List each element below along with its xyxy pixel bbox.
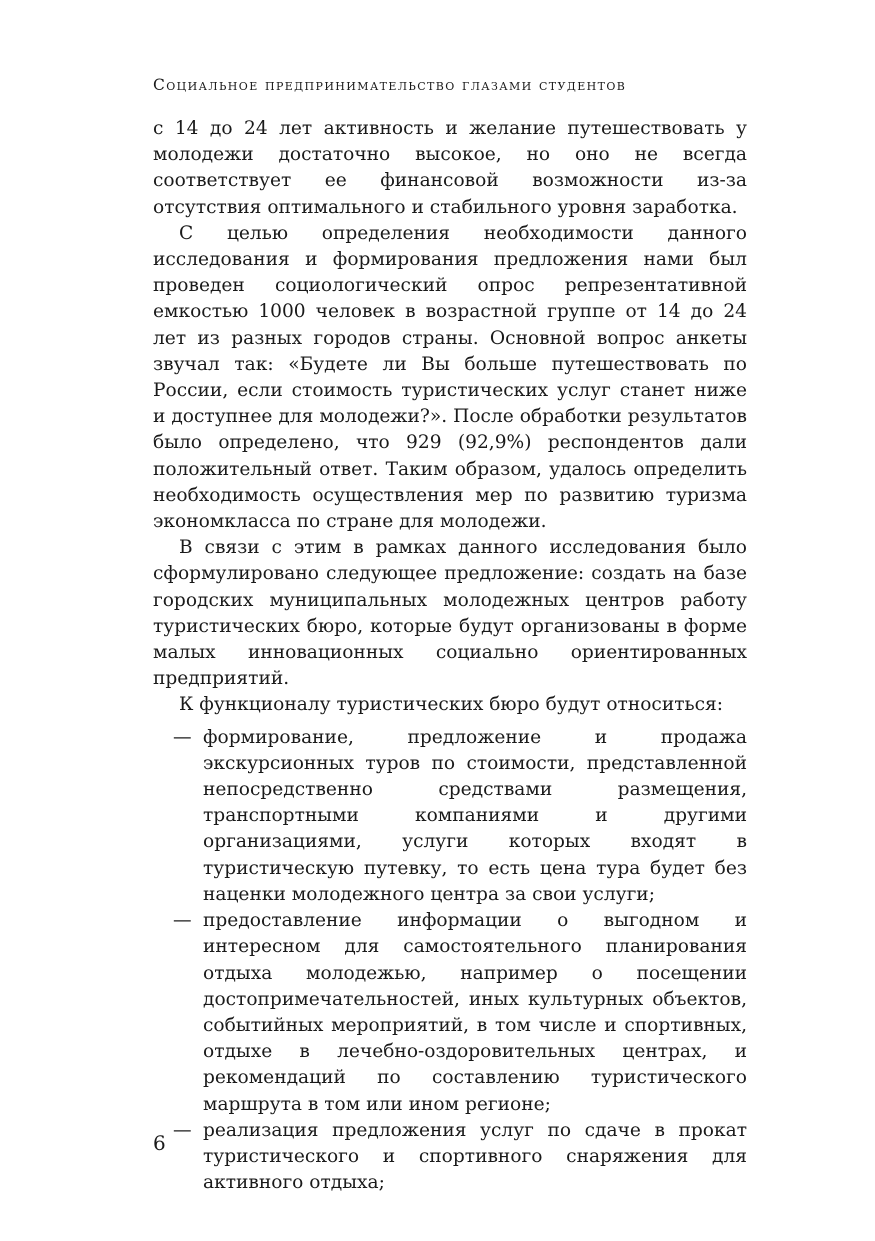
list-item-text: предоставление информации о выгодном и интересном для самостоятельного планирования отдыха молодежью, например о посещении достопримечательностей, иных культурных объектов, событийных мероприятий, в том числе и спортивных, отдыхе в лечебно-оздоровительных центрах, и рекомендаций по составлению туристического маршрута в том или ином регионе; [203, 910, 747, 1115]
paragraph-continuation: с 14 до 24 лет активность и желание путешествовать у молодежи достаточно высокое, но оно не всегда соответствует ее финансовой возможности из-за отсутствия оптимального и стабильного уровня заработка. [153, 118, 747, 218]
functions-list [153, 725, 747, 1197]
list-item [153, 908, 747, 1118]
dash-marker: — [173, 910, 192, 932]
paragraph-proposal: В связи с этим в рамках данного исследования было сформулировано следующее предложение: создать на базе городских муниципальных молодежных центров работу туристических бюро, которые будут организованы в форме малых инновационных социально ориентированных предприятий. [153, 537, 747, 690]
dash-marker: — [173, 726, 192, 748]
list-item [153, 725, 747, 908]
body-text [153, 116, 747, 1196]
list-item-text: формирование, предложение и продажа экскурсионных туров по стоимости, представленной непосредственно средствами размещения, транспортными компаниями и другими организациями, услуги которых входят в туристическую путевку, то есть цена тура будет без наценки молодежного центра за свои услуги; [203, 726, 747, 905]
paragraph-functions-intro: К функционалу туристических бюро будут относиться: [179, 694, 724, 716]
list-item-text: реализация предложения услуг по сдаче в прокат туристического и спортивного снаряжения для активного отдыха; [203, 1119, 747, 1194]
paragraph-survey: С целью определения необходимости данного исследования и формирования предложения нами был проведен социологический опрос репрезентативной емкостью 1000 человек в возрастной группе от 14 до 24 лет из разных городов страны. Основной вопрос анкеты звучал так: «Будете ли Вы больше путешествовать по России, если стоимость туристических услуг станет ниже и доступнее для молодежи?». После обработки результатов было определено, что 929 (92,9%) респондентов дали положительный ответ. Таким образом, удалось определить необходимость осуществления мер по развитию туризма экономкласса по стране для молодежи. [153, 222, 747, 533]
page-number: 6 [153, 1131, 166, 1155]
list-item [153, 1118, 747, 1197]
running-head: Социальное предпринимательство глазами студентов [153, 76, 627, 94]
dash-marker: — [173, 1119, 192, 1141]
